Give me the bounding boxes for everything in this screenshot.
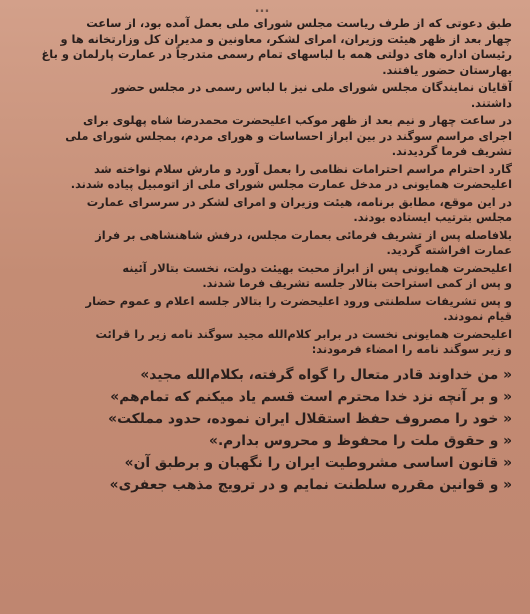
paragraph-line: گارد احترام مراسم احترامات نظامی را بعمل آورد و مارش سلام نواخته شد — [93, 161, 512, 176]
paragraph — [12, 195, 512, 226]
paragraph-line: آقایان نمایندگان مجلس شورای ملی نیز با لباس رسمی در مجلس حضور — [111, 80, 512, 94]
paragraph-line: عمارت افراشته گردید. — [386, 243, 512, 257]
paragraph — [12, 113, 512, 160]
paragraph — [12, 80, 512, 111]
paragraph-line: چهار بعد از ظهر هیئت وزیران، امرای لشکر، معاونین و مدیران کل وزارتخانه ها و — [60, 31, 512, 46]
oath-text — [12, 364, 512, 496]
paragraph — [12, 228, 512, 259]
paragraph-line: مجلس بترتیب ایستاده بودند. — [353, 210, 512, 224]
paragraph-line: و پس تشریفات سلطنتی ورود اعلیحضرت را بتالار جلسه اعلام و عموم حضار — [85, 293, 512, 308]
paragraph-line: داشتند. — [470, 95, 512, 110]
paragraph-line: بهارستان حضور یافتند. — [382, 62, 512, 77]
paragraph-line: طبق دعوتی که از طرف ریاست مجلس شورای ملی بعمل آمده بود، از ساعت — [86, 16, 512, 30]
paragraph-line: اعلیحضرت همایونی نخست در برابر کلام‌الله مجید سوگند نامه زیر را قرائت — [95, 326, 512, 341]
paragraph-line: در این موقع، مطابق برنامه، هیئت وزیران و امرای لشکر در سرسرای عمارت — [86, 194, 512, 209]
paragraph-line: رئیسان اداره های دولتی همه با لباسهای تمام رسمی متدرجاً در عمارت پارلمان و باغ — [41, 47, 512, 61]
oath-line: « و قوانین مقرره سلطنت نمایم و در ترویج مذهب جعفری» — [109, 476, 512, 493]
paragraph-line: اجرای مراسم سوگند در بین ابراز احساسات و هورای مردم، بمجلس شورای ملی — [65, 128, 512, 143]
paragraph-line: تشریف فرما گردیدند. — [391, 144, 512, 158]
oath-line: « و حقوق ملت را محفوظ و محروس بدارم.» — [209, 432, 512, 449]
paragraph-line: قیام نمودند. — [443, 309, 512, 323]
oath-line: « قانون اساسی مشروطیت ایران را نگهبان و برطبق آن» — [124, 454, 512, 471]
paragraph-line: بلافاصله پس از تشریف فرمائی بعمارت مجلس، درفش شاهنشاهی بر فراز — [95, 227, 512, 242]
article-body — [12, 16, 512, 358]
paragraph-line: اعلیحضرت همایونی در مدخل عمارت مجلس شورای ملی از اتومبیل پیاده شدند. — [70, 177, 512, 191]
oath-line: « و بر آنچه نزد خدا محترم است قسم یاد میکنم که تمام‌هم» — [110, 388, 512, 405]
cropped-heading: ... — [254, 4, 270, 16]
oath-line: « من خداوند قادر متعال را گواه گرفته، بکلام‌الله مجید» — [140, 366, 512, 383]
oath-line: « خود را مصروف حفظ استقلال ایران نموده، حدود مملکت» — [108, 410, 512, 427]
paragraph-line: و زیر سوگند نامه را امضاء فرمودند: — [311, 342, 512, 356]
paragraph — [12, 261, 512, 292]
paragraph — [12, 294, 512, 325]
paragraph — [12, 16, 512, 78]
paragraph-line: اعلیحضرت همایونی پس از ابراز محبت بهیئت دولت، نخست بتالار آئینه — [122, 260, 512, 275]
paragraph — [12, 162, 512, 193]
paragraph — [12, 327, 512, 358]
paragraph-line: در ساعت چهار و نیم بعد از ظهر موکب اعلیحضرت محمدرضا شاه پهلوی برای — [83, 113, 512, 127]
paragraph-line: و پس از کمی استراحت بتالار جلسه تشریف فرما شدند. — [202, 276, 512, 290]
